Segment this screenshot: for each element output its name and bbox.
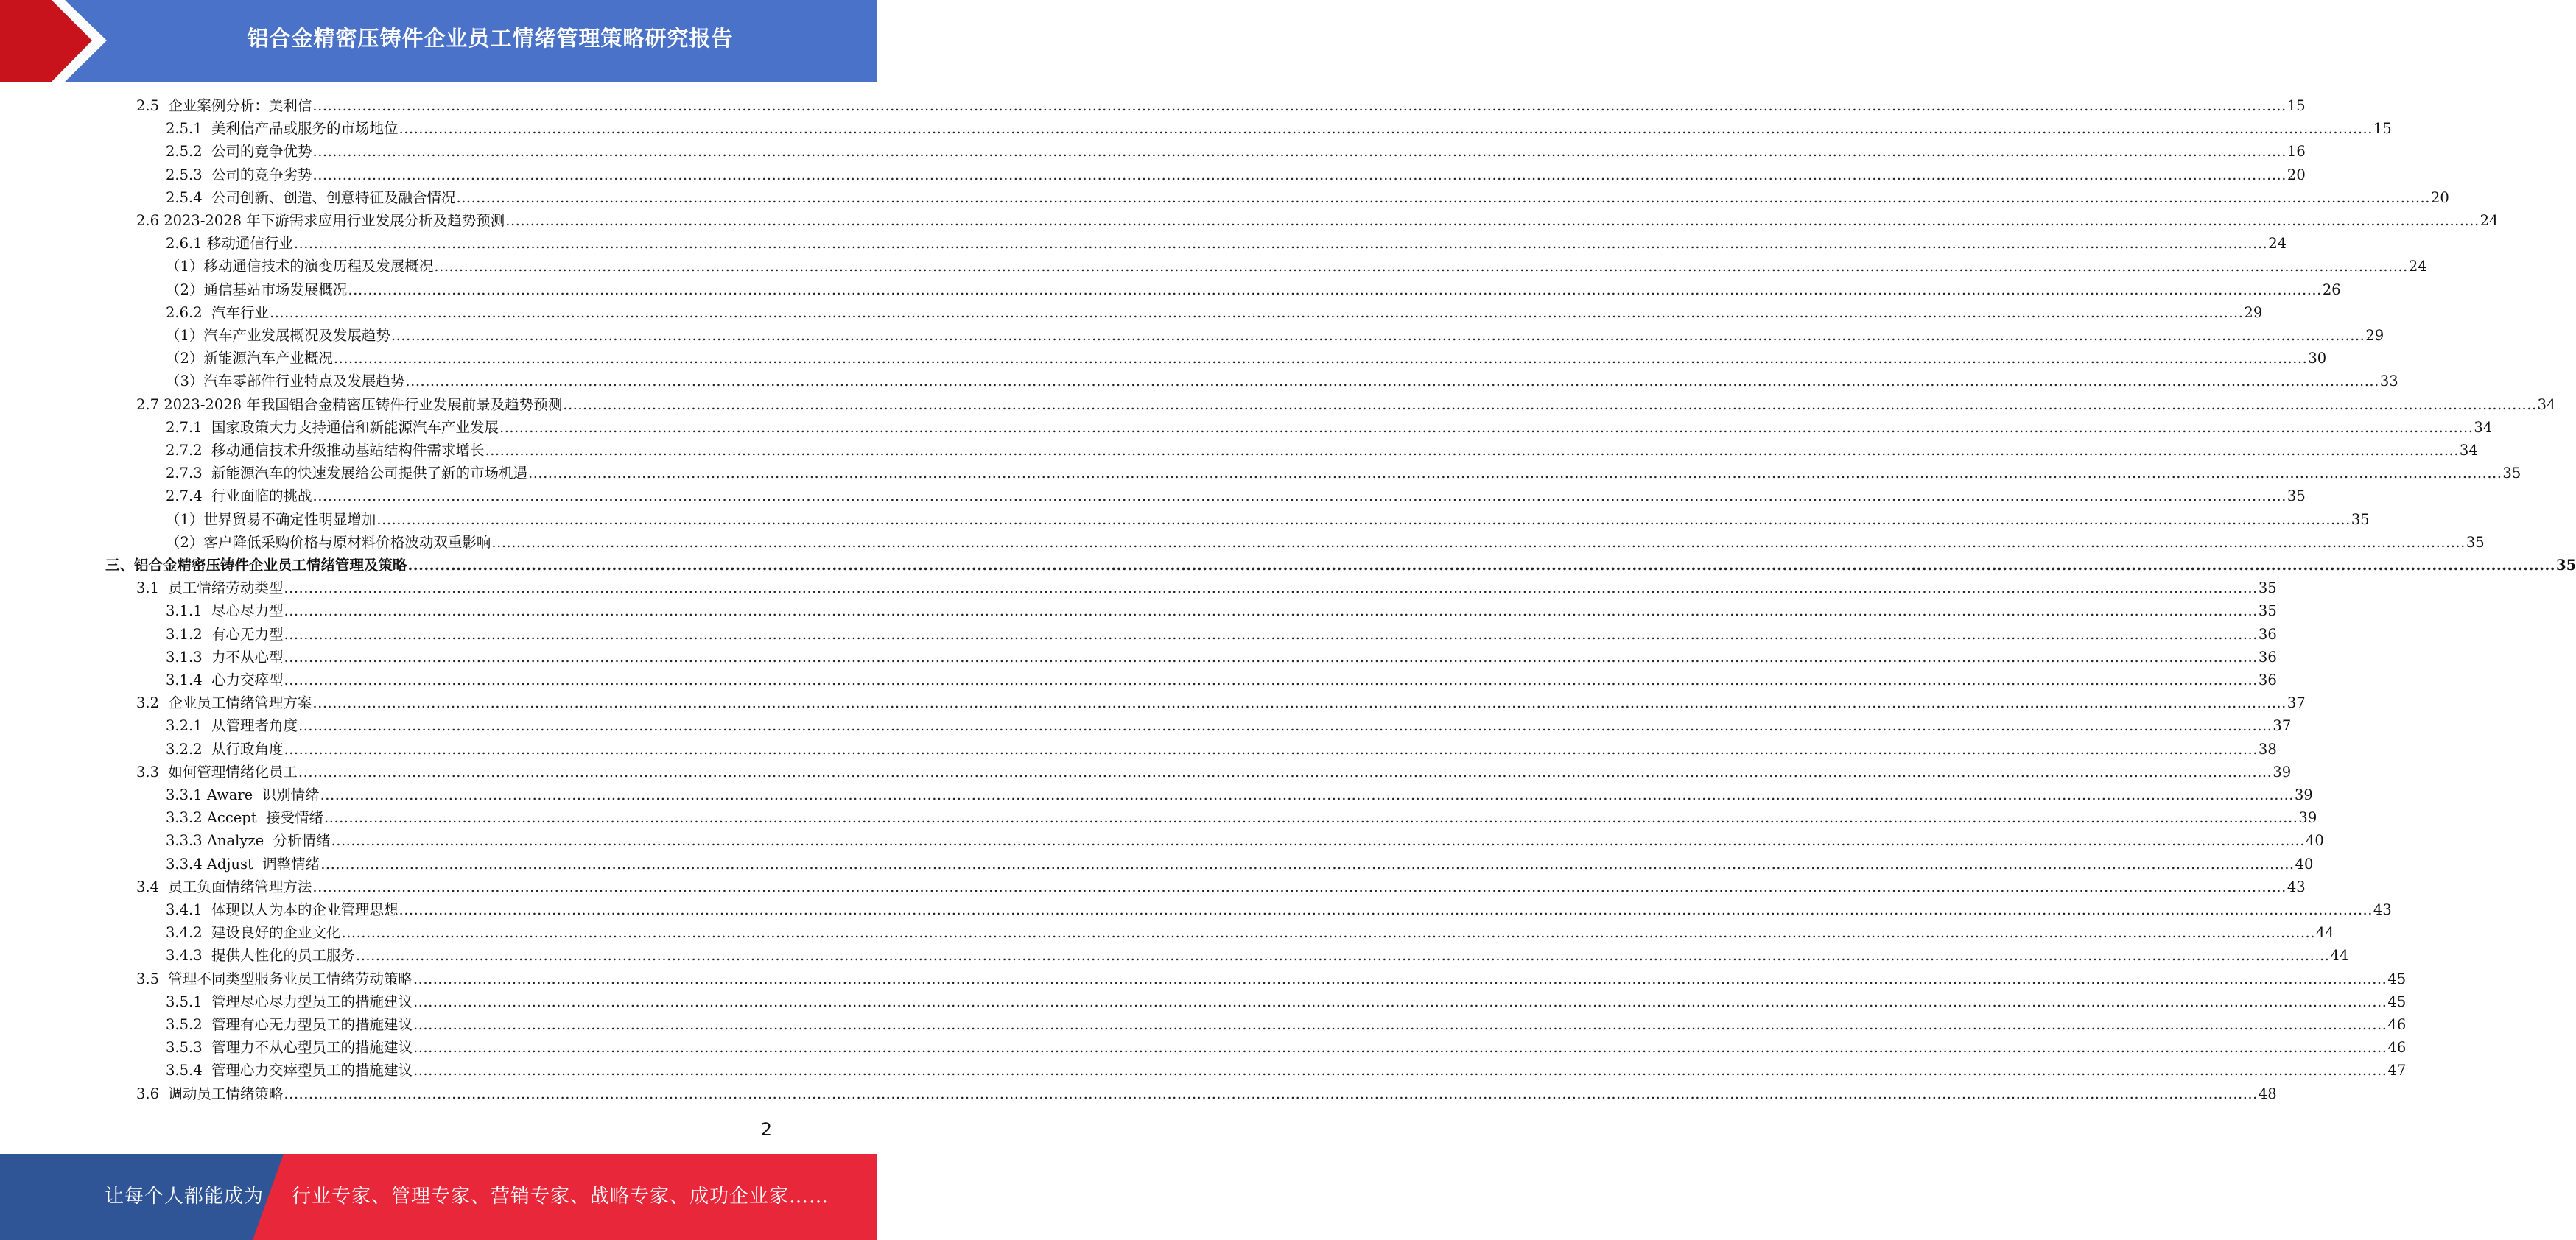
toc-entry[interactable] [166,714,2292,737]
toc-entry-title: 3.2.1 从管理者角度 [166,717,298,735]
toc-entry-title: （1）世界贸易不确定性明显增加 [166,510,376,528]
toc-entry-page: 40 [2305,832,2324,850]
toc-entry-title: 3.5.1 管理尽心尽力型员工的措施建议 [166,993,413,1010]
toc-entry[interactable] [166,646,2277,669]
toc-entry-page: 39 [2273,763,2292,781]
toc-entry-page: 30 [2308,350,2327,367]
toc-entry[interactable] [166,1036,2407,1059]
toc-entry[interactable] [166,278,2341,301]
toc-entry-page: 24 [2480,212,2499,229]
toc-leader-dots: ................................................................................................................................................................................................................................................................................................................................................................................................................ [284,1085,2258,1102]
toc-entry-title: 3.6 调动员工情绪策略 [136,1085,284,1102]
toc-entry-page: 24 [2408,258,2427,275]
toc-entry-title: 2.7.3 新能源汽车的快速发展给公司提供了新的市场机遇 [166,465,528,482]
toc-entry-page: 35 [2351,510,2370,528]
toc-entry-title: 3.4 员工负面情绪管理方法 [136,878,312,895]
toc-entry-page: 44 [2330,947,2349,965]
toc-entry-page: 16 [2287,143,2306,161]
toc-leader-dots: ................................................................................................................................................................................................................................................................................................................................................................................................................ [312,166,2287,183]
toc-entry-page: 47 [2387,1062,2407,1079]
report-title: 铝合金精密压铸件企业员工情绪管理策略研究报告 [247,25,734,51]
toc-entry-page: 35 [2287,487,2306,505]
toc-leader-dots: ................................................................................................................................................................................................................................................................................................................................................................................................................ [491,533,2466,551]
toc-entry-title: 2.6.2 汽车行业 [166,303,270,321]
toc-entry-page: 35 [2466,533,2485,551]
toc-leader-dots: ................................................................................................................................................................................................................................................................................................................................................................................................................ [324,809,2298,827]
toc-entry[interactable] [166,508,2370,531]
toc-leader-dots: ................................................................................................................................................................................................................................................................................................................................................................................................................ [312,97,2287,114]
toc-entry[interactable] [166,990,2407,1013]
toc-leader-dots: ................................................................................................................................................................................................................................................................................................................................................................................................................ [341,924,2315,942]
toc-entry-page: 36 [2258,648,2277,666]
toc-entry-title: （2）客户降低采购价格与原材料价格波动双重影响 [166,533,491,551]
toc-entry-page: 35 [2258,602,2277,620]
toc-entry-title: 3.5 管理不同类型服务业员工情绪劳动策略 [136,970,413,987]
toc-entry-title: 3.3.1 Aware 识别情绪 [166,786,320,803]
toc-entry[interactable] [166,623,2277,646]
toc-entry[interactable] [166,921,2334,944]
toc-entry[interactable] [166,599,2277,622]
toc-entry[interactable] [166,163,2306,186]
toc-leader-dots: ................................................................................................................................................................................................................................................................................................................................................................................................................ [284,672,2258,688]
toc-entry[interactable] [166,255,2427,278]
toc-leader-dots: ................................................................................................................................................................................................................................................................................................................................................................................................................ [312,878,2287,895]
toc-entry[interactable] [166,1059,2407,1082]
toc-leader-dots: ................................................................................................................................................................................................................................................................................................................................................................................................................ [348,281,2322,298]
toc-entry-page: 35 [2556,557,2576,574]
toc-entry-title: 2.5.2 公司的竞争优势 [166,143,312,161]
toc-leader-dots: ................................................................................................................................................................................................................................................................................................................................................................................................................ [320,786,2295,803]
toc-entry-title: 2.7.1 国家政策大力支持通信和新能源汽车产业发展 [166,418,499,436]
toc-entry-page: 45 [2387,970,2407,987]
toc-entry-page: 36 [2258,625,2277,643]
toc-leader-dots: ................................................................................................................................................................................................................................................................................................................................................................................................................ [284,580,2258,597]
toc-leader-dots: ................................................................................................................................................................................................................................................................................................................................................................................................................ [413,1039,2387,1057]
toc-entry-title: 2.5.1 美利信产品或服务的市场地位 [166,120,399,138]
toc-entry[interactable] [105,554,2576,577]
toc-entry-title: 3.1 员工情绪劳动类型 [136,580,284,597]
toc-entry-page: 34 [2537,395,2556,413]
toc-entry-page: 38 [2258,740,2277,758]
toc-entry-title: 2.6 2023-2028 年下游需求应用行业发展分析及趋势预测 [136,212,505,229]
toc-leader-dots: ................................................................................................................................................................................................................................................................................................................................................................................................................ [284,740,2258,758]
toc-entry[interactable] [136,968,2407,990]
toc-leader-dots: ................................................................................................................................................................................................................................................................................................................................................................................................................ [505,212,2480,229]
toc-leader-dots: ................................................................................................................................................................................................................................................................................................................................................................................................................ [376,510,2351,528]
page-number: 2 [760,1119,772,1140]
toc-entry-page: 37 [2287,694,2306,712]
header-chevron-decoration [0,0,118,82]
toc-entry[interactable] [136,876,2306,898]
page-footer [0,1154,877,1240]
toc-entry[interactable] [166,232,2287,255]
toc-entry-page: 35 [2502,465,2521,482]
toc-leader-dots: ................................................................................................................................................................................................................................................................................................................................................................................................................ [331,832,2305,850]
toc-leader-dots: ................................................................................................................................................................................................................................................................................................................................................................................................................ [298,717,2273,735]
toc-entry-page: 26 [2322,281,2341,298]
toc-entry-title: 3.4.3 提供人性化的员工服务 [166,947,356,965]
toc-entry-title: 3.3.2 Accept 接受情绪 [166,809,323,827]
footer-slogan-left: 让每个人都能成为 [105,1186,264,1208]
toc-entry-title: 3.5.2 管理有心无力型员工的措施建议 [166,1016,413,1033]
toc-entry-title: 3.1.1 尽心尽力型 [166,602,284,620]
toc-leader-dots: ................................................................................................................................................................................................................................................................................................................................................................................................................ [407,557,2556,574]
toc-entry-title: （2）新能源汽车产业概况 [166,350,333,367]
toc-entry-title: 3.2.2 从行政角度 [166,740,284,758]
toc-entry-page: 44 [2315,924,2334,942]
toc-entry[interactable] [166,347,2327,370]
toc-entry[interactable] [166,117,2392,140]
toc-leader-dots: ................................................................................................................................................................................................................................................................................................................................................................................................................ [312,143,2287,161]
toc-entry[interactable] [166,324,2384,347]
toc-leader-dots: ................................................................................................................................................................................................................................................................................................................................................................................................................ [284,648,2258,666]
toc-entry[interactable] [166,485,2306,507]
toc-entry-title: 3.1.4 心力交瘁型 [166,672,284,688]
toc-entry-title: （1）移动通信技术的演变历程及发展概况 [166,258,434,275]
toc-leader-dots: ................................................................................................................................................................................................................................................................................................................................................................................................................ [456,189,2430,206]
toc-entry[interactable] [166,301,2263,324]
toc-entry-page: 15 [2373,120,2392,138]
toc-entry[interactable] [166,531,2485,554]
toc-entry[interactable] [166,1013,2407,1036]
toc-entry-page: 29 [2244,303,2263,321]
toc-entry-page: 40 [2295,855,2314,873]
toc-entry-title: （3）汽车零部件行业特点及发展趋势 [166,373,405,390]
toc-entry-title: 3.2 企业员工情绪管理方案 [136,694,312,712]
toc-entry-page: 39 [2298,809,2317,827]
toc-entry[interactable] [166,783,2313,806]
toc-entry-title: 3.3.3 Analyze 分析情绪 [166,832,331,850]
toc-entry-title: 3.5.4 管理心力交瘁型员工的措施建议 [166,1062,413,1079]
toc-entry[interactable] [136,691,2306,714]
toc-entry-title: 3.1.2 有心无力型 [166,625,284,643]
toc-entry-title: 2.5.3 公司的竞争劣势 [166,166,312,183]
toc-entry[interactable] [166,829,2324,852]
toc-entry[interactable] [166,944,2349,967]
toc-leader-dots: ................................................................................................................................................................................................................................................................................................................................................................................................................ [320,855,2295,873]
toc-entry-page: 34 [2474,418,2493,436]
toc-leader-dots: ................................................................................................................................................................................................................................................................................................................................................................................................................ [563,395,2537,413]
toc-entry[interactable] [136,94,2306,117]
toc-entry-title: 3.4.1 体现以人为本的企业管理思想 [166,901,399,918]
toc-entry-title: 2.7 2023-2028 年我国铝合金精密压铸件行业发展前景及趋势预测 [136,395,563,413]
toc-entry[interactable] [166,186,2449,209]
toc-entry[interactable] [136,1082,2277,1105]
toc-entry[interactable] [166,806,2317,829]
toc-entry-title: 3.4.2 建设良好的企业文化 [166,924,341,942]
page-header [0,0,877,82]
toc-entry[interactable] [166,669,2277,691]
toc-entry-page: 46 [2387,1016,2407,1033]
toc-entry[interactable] [136,577,2277,599]
toc-leader-dots: ................................................................................................................................................................................................................................................................................................................................................................................................................ [399,120,2373,138]
toc-entry-page: 39 [2295,786,2313,803]
toc-leader-dots: ................................................................................................................................................................................................................................................................................................................................................................................................................ [405,373,2379,390]
toc-leader-dots: ................................................................................................................................................................................................................................................................................................................................................................................................................ [298,763,2273,781]
toc-entry[interactable] [136,761,2292,783]
toc-leader-dots: ................................................................................................................................................................................................................................................................................................................................................................................................................ [413,1062,2387,1079]
toc-entry-title: 3.3.4 Adjust 调整情绪 [166,855,320,873]
toc-entry[interactable] [166,140,2306,163]
toc-leader-dots: ................................................................................................................................................................................................................................................................................................................................................................................................................ [390,327,2365,344]
toc-entry-page: 48 [2258,1085,2277,1102]
toc-entry-page: 20 [2287,166,2306,183]
toc-entry[interactable] [166,738,2277,761]
toc-leader-dots: ................................................................................................................................................................................................................................................................................................................................................................................................................ [312,694,2287,712]
toc-entry-title: 3.1.3 力不从心型 [166,648,284,666]
toc-entry[interactable] [136,209,2499,232]
toc-entry-title: 2.7.4 行业面临的挑战 [166,487,312,505]
toc-entry[interactable] [166,462,2521,485]
toc-entry-page: 33 [2379,373,2398,390]
toc-leader-dots: ................................................................................................................................................................................................................................................................................................................................................................................................................ [399,901,2373,918]
toc-entry[interactable] [166,898,2392,921]
toc-entry-page: 29 [2365,327,2384,344]
toc-entry[interactable] [166,439,2478,462]
toc-leader-dots: ................................................................................................................................................................................................................................................................................................................................................................................................................ [284,602,2258,620]
toc-leader-dots: ................................................................................................................................................................................................................................................................................................................................................................................................................ [413,1016,2387,1033]
toc-entry-page: 37 [2273,717,2292,735]
toc-entry-page: 43 [2373,901,2392,918]
toc-leader-dots: ................................................................................................................................................................................................................................................................................................................................................................................................................ [413,993,2387,1010]
toc-entry-title: （2）通信基站市场发展概况 [166,281,348,298]
toc-leader-dots: ................................................................................................................................................................................................................................................................................................................................................................................................................ [293,235,2268,253]
toc-leader-dots: ................................................................................................................................................................................................................................................................................................................................................................................................................ [499,418,2474,436]
toc-entry-title: 三、铝合金精密压铸件企业员工情绪管理及策略 [105,557,407,574]
toc-entry-page: 36 [2258,672,2277,688]
toc-entry-page: 35 [2258,580,2277,597]
toc-entry-title: 2.7.2 移动通信技术升级推动基站结构件需求增长 [166,442,485,459]
toc-entry-title: 2.5 企业案例分析：美利信 [136,97,312,114]
toc-entry-title: 2.6.1 移动通信行业 [166,235,293,253]
toc-entry-page: 34 [2459,442,2478,459]
footer-slogan-right: 行业专家、管理专家、营销专家、战略专家、成功企业家…… [292,1186,829,1208]
toc-leader-dots: ................................................................................................................................................................................................................................................................................................................................................................................................................ [528,465,2502,482]
toc-entry-title: 2.5.4 公司创新、创造、创意特征及融合情况 [166,189,456,206]
toc-entry-page: 43 [2287,878,2306,895]
toc-entry-page: 24 [2268,235,2287,253]
toc-entry[interactable] [166,853,2314,876]
toc-leader-dots: ................................................................................................................................................................................................................................................................................................................................................................................................................ [413,970,2387,987]
toc-entry-page: 15 [2287,97,2306,114]
toc-leader-dots: ................................................................................................................................................................................................................................................................................................................................................................................................................ [434,258,2408,275]
toc-entry[interactable] [166,370,2398,392]
toc-leader-dots: ................................................................................................................................................................................................................................................................................................................................................................................................................ [312,487,2287,505]
toc-leader-dots: ................................................................................................................................................................................................................................................................................................................................................................................................................ [270,303,2244,321]
toc-entry-title: 3.3 如何管理情绪化员工 [136,763,298,781]
toc-leader-dots: ................................................................................................................................................................................................................................................................................................................................................................................................................ [333,350,2308,367]
toc-entry-page: 45 [2387,993,2407,1010]
toc-entry[interactable] [136,393,2556,416]
toc-entry-page: 20 [2430,189,2449,206]
toc-leader-dots: ................................................................................................................................................................................................................................................................................................................................................................................................................ [485,442,2459,459]
toc-entry-title: （1）汽车产业发展概况及发展趋势 [166,327,390,344]
toc-entry-page: 46 [2387,1039,2407,1057]
toc-leader-dots: ................................................................................................................................................................................................................................................................................................................................................................................................................ [356,947,2330,965]
toc-entry-title: 3.5.3 管理力不从心型员工的措施建议 [166,1039,413,1057]
toc-leader-dots: ................................................................................................................................................................................................................................................................................................................................................................................................................ [284,625,2258,643]
toc-entry[interactable] [166,416,2493,439]
